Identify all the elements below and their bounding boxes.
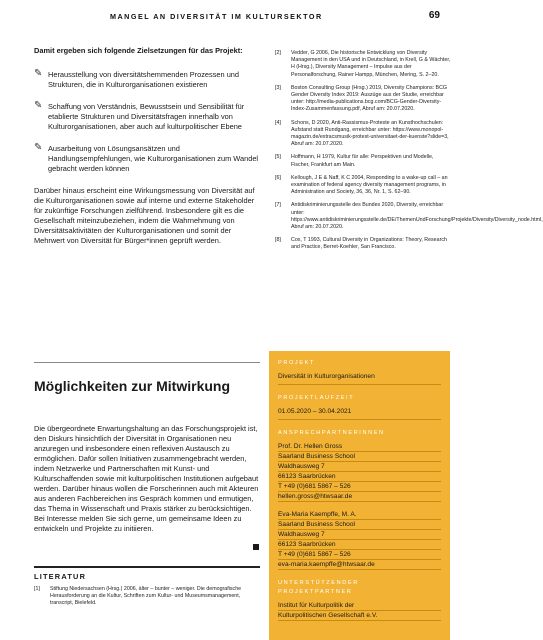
reference-text: Boston Consulting Group (Hrsg.) 2019, Diversity Champions: BCG Gender Diversity Index 2019: Auszüge aus der Studie, erreichbar unter: http://media-publications.bcg.com/BCG-Gender-Diversity-Index-Zusammenfassung.pdf, Abruf am: 20.07.2020.	[291, 84, 448, 113]
section-divider	[34, 362, 260, 363]
section-body: Die übergeordnete Erwartungshaltung an das Forschungsprojekt ist, den Diskurs hinsichtlich der Diversität in Organisationen neu anzuregen und insbesondere einen reflexiven Austausch zu ermöglichen. Dafür sollen Initiativen zusammengebracht werden, indem Netzwerke und Partnerschaften mit Kunst- und Kulturschaffenden sowie mit kulturpolitischen Institutionen aufgebaut werden. Darüber hinaus wollen die Forscherinnen auch mit Akteuren aus anderen Fachbereichen ins Gespräch kommen und ermutigen, das Thema in Wissenschaft und Praxis stärker zu berücksichtigen. Bei Interesse melden Sie sich gerne, um gemeinsame Ideen zu entwickeln und Projekte zu initiieren.	[34, 424, 259, 533]
info-rule	[278, 569, 441, 570]
running-title: MANGEL AN DIVERSITÄT IM KULTURSEKTOR	[110, 12, 323, 21]
project-info-box	[269, 351, 450, 640]
literature-entry	[34, 586, 260, 608]
duration-block	[278, 395, 441, 420]
contact-phone: T +49 (0)681 5867 – 526	[278, 551, 351, 558]
reference-item	[275, 175, 451, 197]
contact-phone: T +49 (0)681 5867 – 526	[278, 483, 351, 490]
project-block	[278, 360, 441, 385]
contact-org: Saarland Business School	[278, 521, 355, 528]
reference-number: [6]	[275, 174, 281, 181]
reference-text: Kellough, J E & Naff, K C 2004, Responding to a wake-up call – an examination of federal agency diversity management programs, in Administration and Society, 36, 36, Nr. 1, S. 62–90.	[291, 174, 448, 196]
partner-block	[278, 580, 441, 621]
contact-city: 66123 Saarbrücken	[278, 541, 336, 548]
duration-value: 01.05.2020 – 30.04.2021	[278, 408, 352, 415]
goal-text: Herausstellung von diversitätshemmenden Prozessen und Strukturen, die in Kulturorganisationen existieren	[48, 70, 240, 89]
reference-number: [1]	[34, 586, 40, 592]
page-number: 69	[428, 10, 440, 21]
contact-city: 66123 Saarbrücken	[278, 473, 336, 480]
left-column	[34, 46, 260, 246]
contact-email[interactable]: eva-maria.kaempffe@htwsaar.de	[278, 561, 375, 568]
reference-item	[275, 120, 451, 149]
goal-item	[34, 70, 260, 90]
end-of-article-mark	[253, 544, 259, 550]
reference-item	[275, 85, 451, 114]
reference-item	[275, 237, 451, 251]
goals-intro: Damit ergeben sich folgende Zielsetzungen für das Projekt:	[34, 46, 243, 55]
literature-heading: LITERATUR	[34, 572, 87, 581]
partner-name: Kulturpolitischen Gesellschaft e.V.	[278, 612, 378, 619]
goal-item	[34, 102, 260, 132]
project-label: PROJEKT	[278, 360, 315, 366]
goal-item	[34, 144, 260, 174]
reference-number: [5]	[275, 154, 281, 161]
pencil-bullet-icon: ✎	[34, 142, 43, 153]
reference-item	[275, 154, 451, 168]
reference-number: [2]	[275, 50, 281, 56]
reference-text: Stiftung Niedersachsen (Hrsg.) 2006, älter – bunter – weniger. Die demografische Herausforderung an die Kultur, Schriften zum Kultur- und Museumsmanagement, transcript, Bielefeld.	[50, 586, 242, 607]
contact-email[interactable]: hellen.gross@htwsaar.de	[278, 493, 353, 500]
reference-text: Antidiskriminierungsstelle des Bundes 2020, Diversity, erreichbar unter: https://www.antidiskriminierungsstelle.de/DE/ThemenUndForschung/Projekte/Diversity/Diversity_node.html, Abruf am: 20.07.2020.	[291, 202, 543, 231]
contact-name: Eva-Maria Kaempffe, M. A.	[278, 511, 357, 518]
reference-text: Hoffmann, H 1979, Kultur für alle: Perspektiven und Modelle, Fischer, Frankfurt am Main.	[291, 154, 434, 168]
reference-text: Vedder, G 2006, Die historische Entwicklung von Diversity Management in den USA und in Deutschland, in Krell, G & Wächter, H (Hrsg.), Diversity Management – Impulse aus der Personalforschung, Rainer Hampp, München, Mering, S. 2–20.	[291, 50, 451, 78]
page-header	[0, 10, 480, 24]
goal-text: Schaffung von Verständnis, Bewusstsein und Sensibilität für etablierte Strukturen und Diversitätsfragen innerhalb von Kulturorganisationen, aber auch auf kulturpolitischer Ebene	[48, 102, 245, 131]
contact-org: Saarland Business School	[278, 453, 355, 460]
project-value: Diversität in Kulturorganisationen	[278, 373, 375, 380]
contact-name: Prof. Dr. Hellen Gross	[278, 443, 343, 450]
section-heading: Möglichkeiten zur Mitwirkung	[34, 378, 231, 394]
goal-text: Ausarbeitung von Lösungsansätzen und Handlungsempfehlungen, wie Kulturorganisationen zum Wandel gebracht werden können	[48, 144, 259, 173]
reference-item	[275, 202, 543, 231]
duration-label: PROJEKTLAUFZEIT	[278, 395, 355, 401]
supporter-label: UNTERSTÜTZENDER	[278, 580, 359, 586]
contact-street: Waldhausweg 7	[278, 531, 325, 538]
references-column	[275, 50, 543, 258]
partner-label: PROJEKTPARTNER	[278, 589, 353, 595]
reference-number: [3]	[275, 84, 281, 91]
literature-rule	[34, 566, 260, 568]
contacts-label: ANSPRECHPARTNERINNEN	[278, 430, 385, 436]
info-rule	[278, 620, 441, 621]
reference-number: [4]	[275, 119, 281, 126]
pencil-bullet-icon: ✎	[34, 68, 43, 79]
reference-number: [8]	[275, 237, 281, 244]
partner-name: Institut für Kulturpolitik der	[278, 602, 355, 609]
contact-street: Waldhausweg 7	[278, 463, 325, 470]
info-rule	[278, 384, 441, 385]
info-rule	[278, 419, 441, 420]
pencil-bullet-icon: ✎	[34, 100, 43, 111]
reference-text: Schons, D 2020, Anti-Rassismus-Proteste an Kunsthochschulen: Aufstand statt Rundgang, erreichbar unter: https://www.monopol-magazin.de/extracsmusik-protest-universitaet-der-kuenste?slide=3, Abruf am: 20.07.2020.	[291, 119, 449, 148]
contacts-block	[278, 430, 441, 570]
reference-text: Cox, T 1993, Cultural Diversity in Organizations: Theory, Research and Practice, Berret-Koehler, San Francisco.	[291, 237, 447, 251]
reference-number: [7]	[275, 202, 281, 209]
impact-paragraph: Darüber hinaus erscheint eine Wirkungsmessung von Diversität auf die Kulturorganisationen sowie auf interne und externe Stakeholder für zukünftige Forschungen zielführend. Insbesondere gilt es die Gesellschaft miteinzubeziehen, indem die Wahrnehmung von Diversitätsaktivitäten der Kulturorganisationen und somit der Mehrwert von Diversität für Bürger*innen geprüft werden.	[34, 186, 255, 245]
reference-item	[275, 50, 451, 79]
